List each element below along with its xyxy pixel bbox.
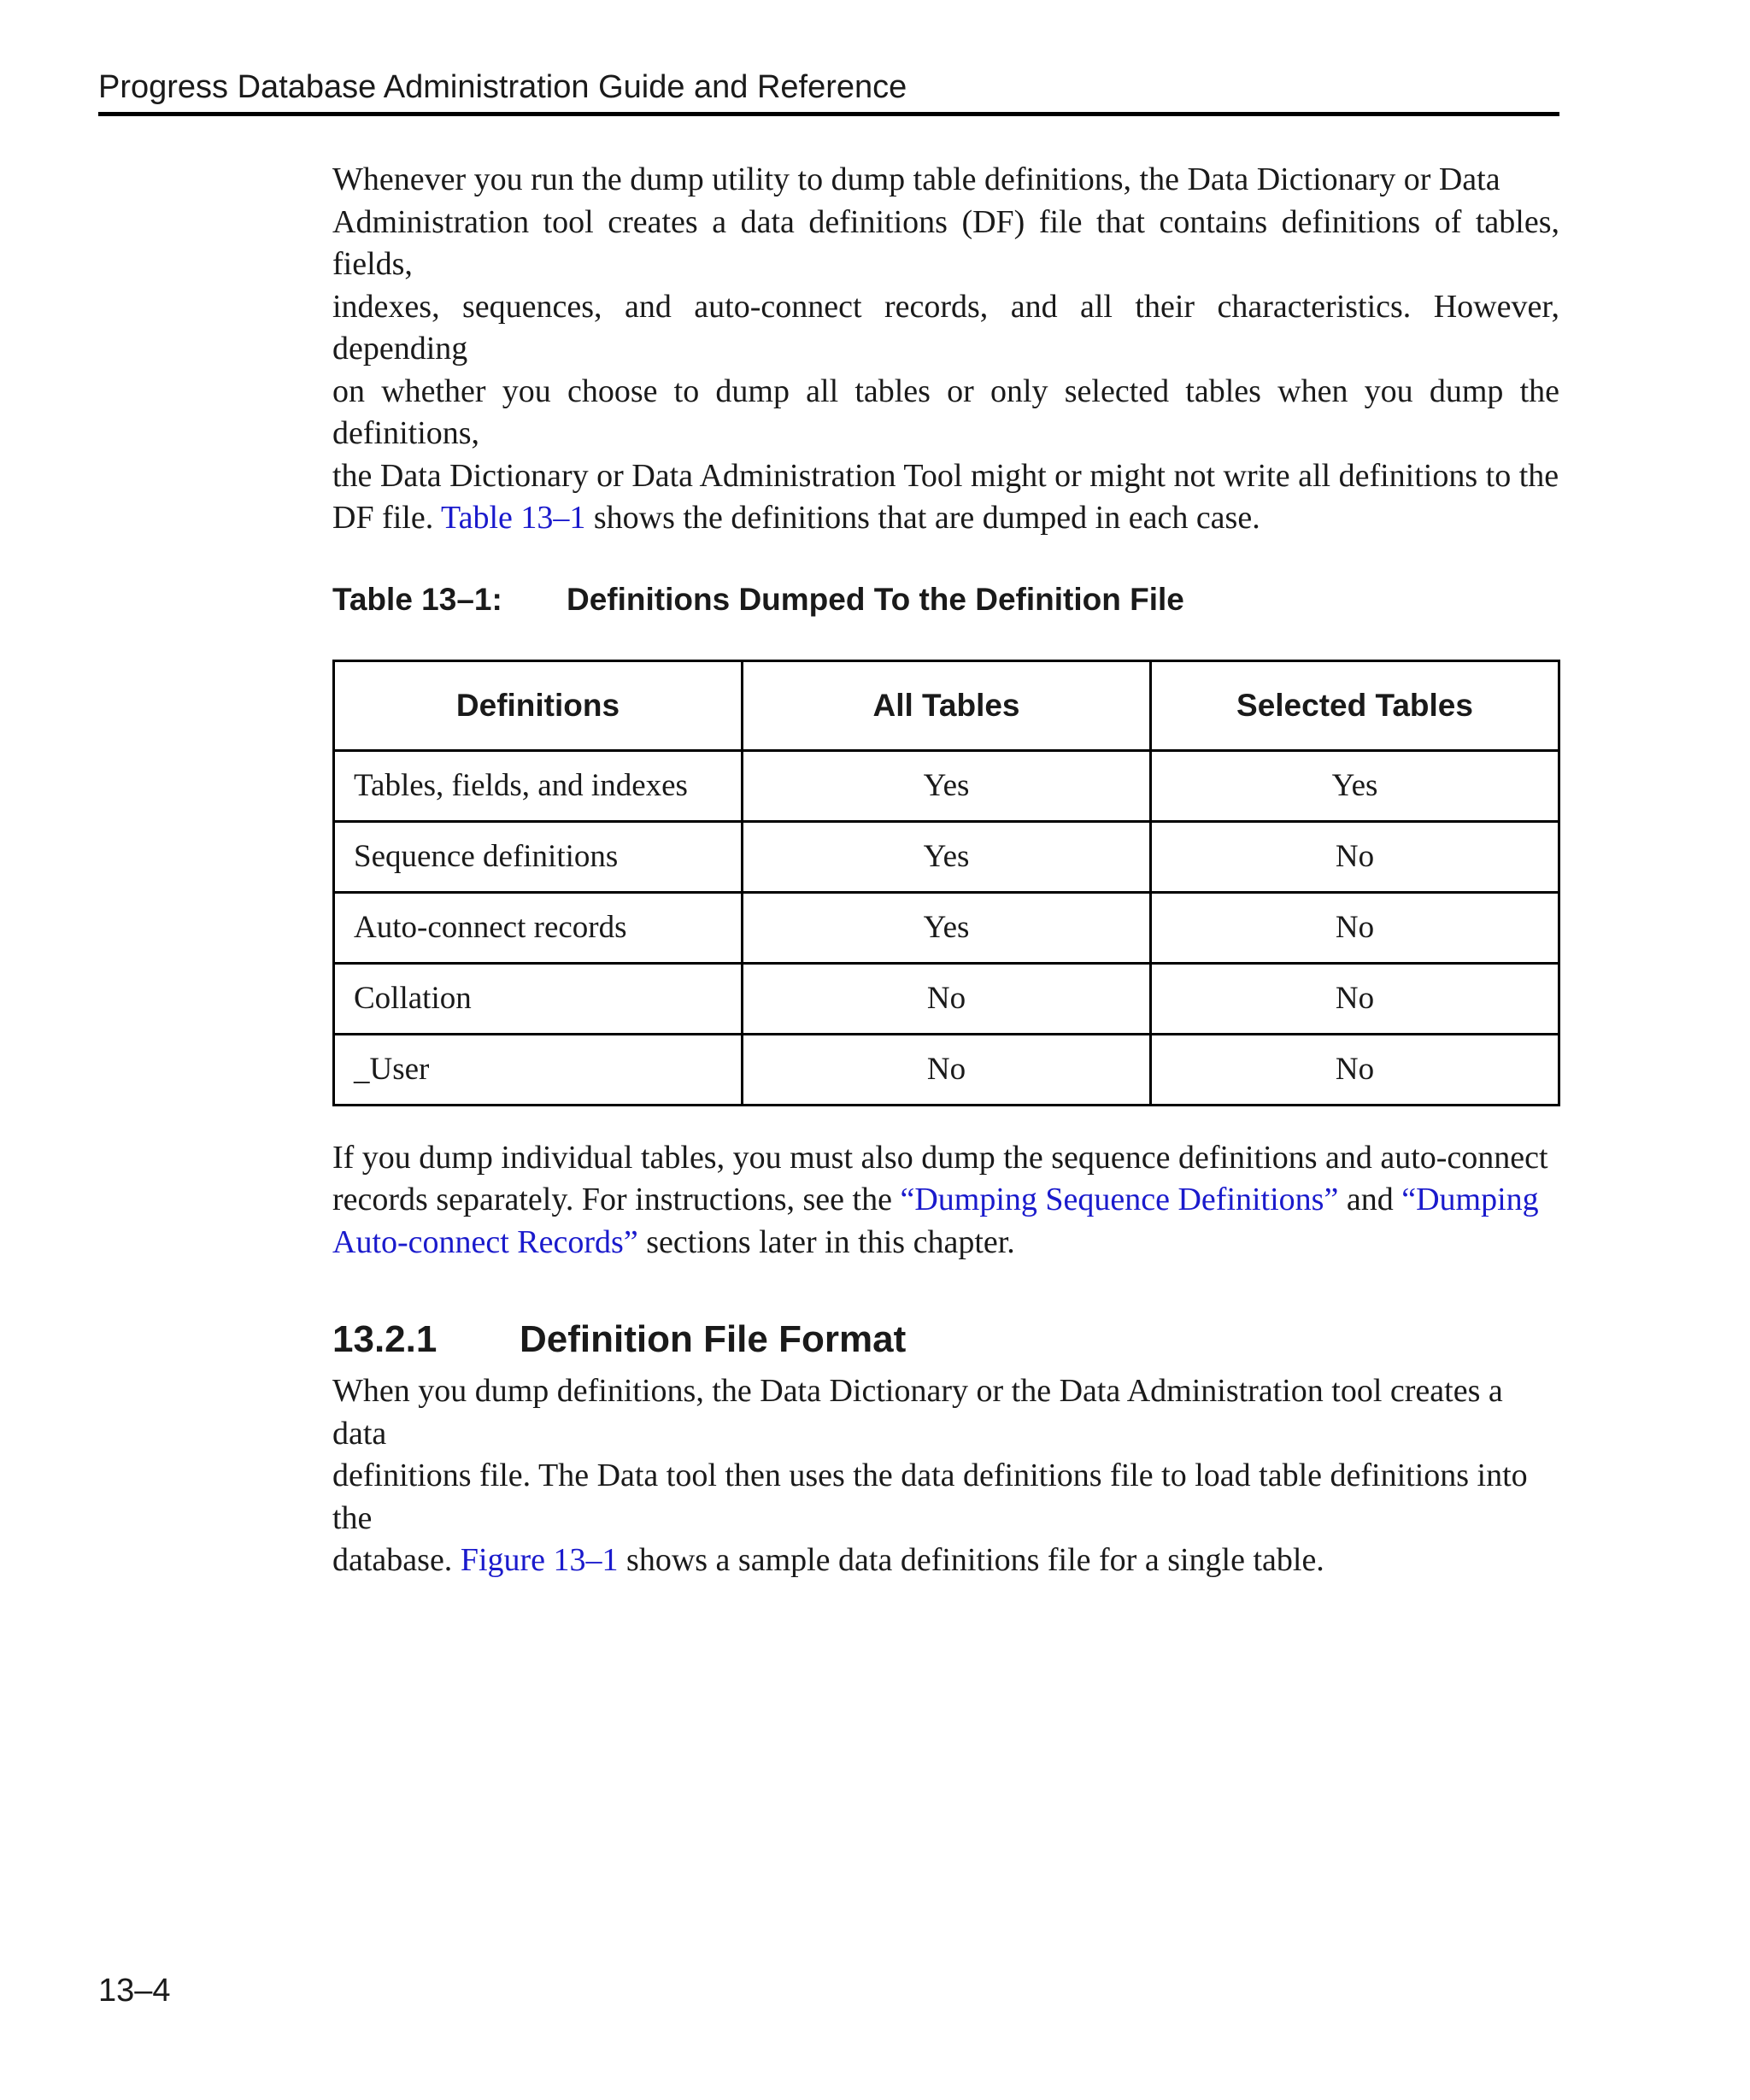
table-cell: Collation	[334, 963, 743, 1034]
dumping-auto-connect-records-link-part1[interactable]: “Dumping	[1401, 1182, 1539, 1217]
section-line-1: When you dump definitions, the Data Dictionary or the Data Administration tool creates a data	[332, 1373, 1503, 1452]
intro-last-line-start: DF file.	[332, 500, 442, 536]
table-cell: Sequence definitions	[334, 821, 743, 892]
figure-13-1-link[interactable]: Figure 13–1	[460, 1542, 619, 1578]
dumping-sequence-definitions-link[interactable]: “Dumping Sequence Definitions”	[900, 1182, 1339, 1217]
section-paragraph	[332, 1370, 1559, 1582]
section-heading	[332, 1316, 1559, 1364]
table-caption-number: Table 13–1:	[332, 581, 502, 617]
table-cell: No	[1151, 821, 1559, 892]
table-cell: _User	[334, 1034, 743, 1105]
table-cell: No	[743, 1034, 1151, 1105]
after-table-line-3	[332, 1222, 1559, 1264]
table-13-1-link[interactable]: Table 13–1	[441, 500, 586, 536]
header-definitions: Definitions	[334, 660, 743, 750]
after-table-line-1: If you dump individual tables, you must also dump the sequence definitions and auto-connect	[332, 1139, 1548, 1176]
dumping-auto-connect-records-link-part2[interactable]: Auto-connect Records”	[332, 1223, 638, 1260]
section-line-2: definitions file. The Data tool then uses the data definitions file to load table definitions into the	[332, 1458, 1528, 1536]
table-cell: Yes	[743, 892, 1151, 963]
intro-line-6	[332, 497, 1559, 540]
table-cell: Yes	[1151, 750, 1559, 821]
table-cell: No	[1151, 1034, 1559, 1105]
header-rule	[98, 112, 1559, 116]
table-cell: Yes	[743, 821, 1151, 892]
intro-line-1: Whenever you run the dump utility to dump table definitions, the Data Dictionary or Data	[332, 161, 1500, 197]
table-cell: Yes	[743, 750, 1151, 821]
intro-paragraph	[332, 159, 1559, 540]
table-row	[334, 750, 1559, 821]
table-row	[334, 892, 1559, 963]
intro-line-5: the Data Dictionary or Data Administration Tool might or might not write all definitions to the	[332, 457, 1559, 494]
page-number: 13–4	[98, 1973, 171, 2009]
table-row	[334, 963, 1559, 1034]
running-header-title: Progress Database Administration Guide and Reference	[98, 69, 907, 105]
header-selected-tables: Selected Tables	[1151, 660, 1559, 750]
table-cell: No	[1151, 963, 1559, 1034]
table-row	[334, 821, 1559, 892]
page-content	[332, 159, 1559, 1582]
after-table-line-2	[332, 1179, 1559, 1222]
section-line-3-start: database.	[332, 1542, 461, 1578]
table-cell: No	[1151, 892, 1559, 963]
section-number: 13.2.1	[332, 1318, 438, 1360]
table-cell: No	[743, 963, 1151, 1034]
after-table-paragraph	[332, 1137, 1559, 1264]
intro-line-2: Administration tool creates a data definitions (DF) file that contains definitions of tables, fields,	[332, 203, 1559, 282]
table-row	[334, 1034, 1559, 1105]
section-line-3	[332, 1540, 1559, 1582]
table-cell: Auto-connect records	[334, 892, 743, 963]
intro-line-4: on whether you choose to dump all tables or only selected tables when you dump the definitions,	[332, 372, 1559, 451]
after-table-line-2-mid: and	[1338, 1182, 1402, 1217]
table-header-row	[334, 660, 1559, 750]
table-cell: Tables, fields, and indexes	[334, 750, 743, 821]
definitions-table	[332, 660, 1560, 1106]
header-all-tables: All Tables	[743, 660, 1151, 750]
section-title: Definition File Format	[520, 1318, 907, 1360]
intro-last-line-end: shows the definitions that are dumped in each case.	[585, 500, 1260, 536]
after-table-line-3-end: sections later in this chapter.	[637, 1223, 1015, 1260]
table-caption	[332, 580, 1559, 619]
intro-line-3: indexes, sequences, and auto-connect records, and all their characteristics. However, depending	[332, 288, 1559, 367]
section-line-3-end: shows a sample data definitions file for a single table.	[618, 1542, 1324, 1578]
after-table-line-2-start: records separately. For instructions, see the	[332, 1182, 901, 1217]
table-caption-title: Definitions Dumped To the Definition File	[567, 581, 1184, 617]
